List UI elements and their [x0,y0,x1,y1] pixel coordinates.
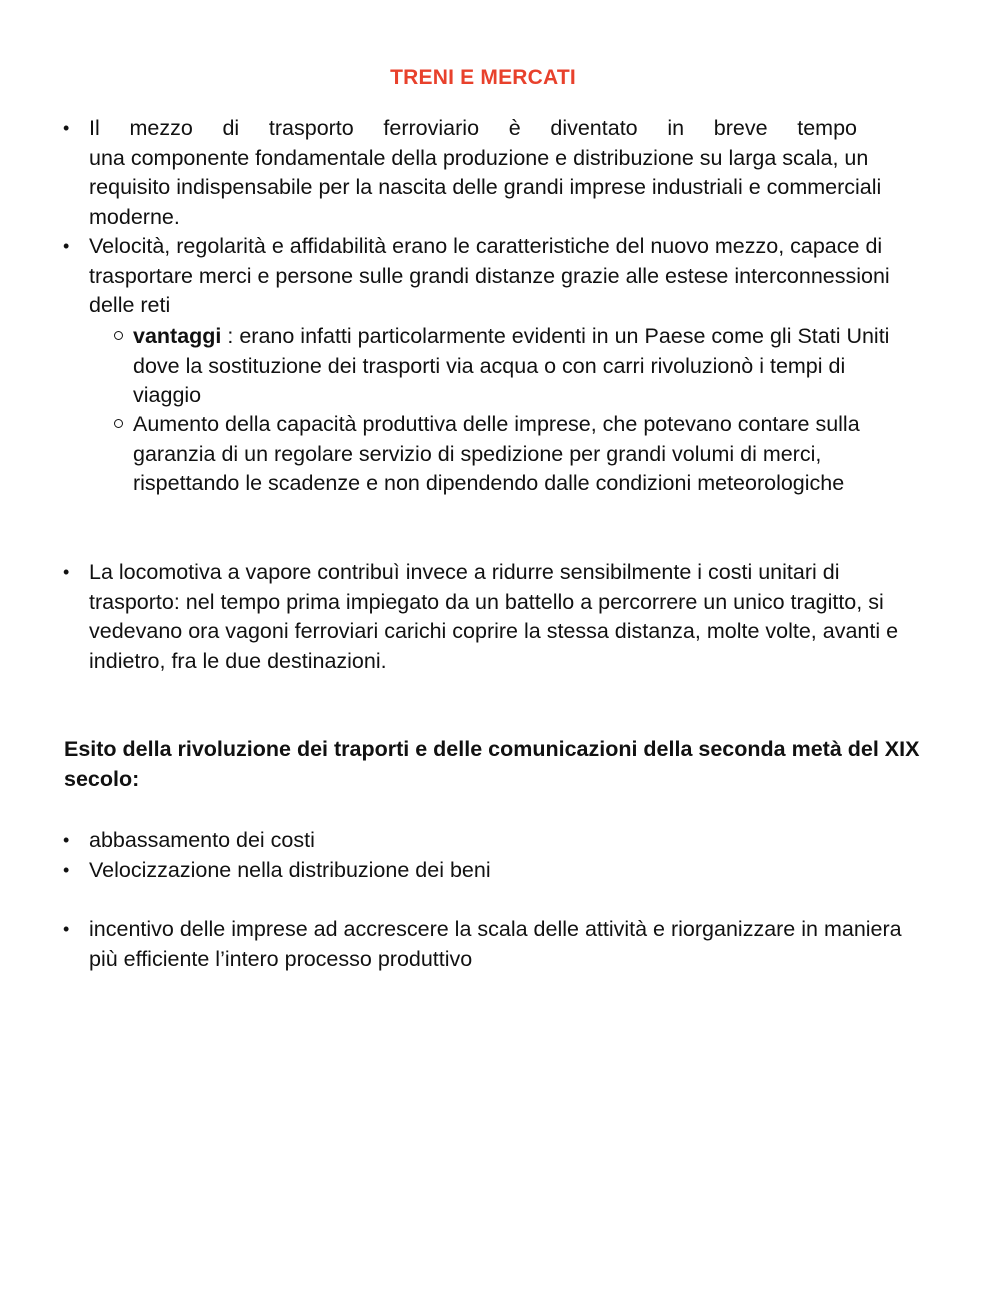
circle-bullet-icon [114,331,123,340]
bullet-1-text: una componente fondamentale della produzione e distribuzione su larga scala, un requisito indispensabile per la nascita delle grandi imprese industriali e commerciali moderne. [89,145,882,229]
circle-bullet-icon [114,419,123,428]
list-item [62,114,914,232]
sub-item-1-text: : erano infatti particolarmente evidenti in un Paese come gli Stati Uniti dove la sostituzione dei trasporti via acqua o con carri rivoluzionò i tempi di viaggio [133,324,890,408]
sub-item-2-text: Aumento della capacità produttiva delle imprese, che potevano contare sulla garanzia di un regolare servizio di spedizione per grandi volumi di merci, rispettando le scadenze e non dipendendo dalle condizioni meteorologiche [133,412,860,496]
list-item [62,856,914,886]
bullet-marker: • [63,830,70,850]
outcome-item-2: Velocizzazione nella distribuzione dei beni [89,858,491,882]
bullet-1-first-line: Il mezzo di trasporto ferroviario è diventato in breve tempo [89,116,857,140]
bullet-marker: • [63,562,70,582]
list-item [62,558,914,676]
page-title: TRENI E MERCATI [390,66,576,89]
sub-list-item [62,410,914,499]
outcome-item-1: abbassamento dei costi [89,828,315,852]
bullet-marker: • [63,118,70,138]
list-item [62,915,914,974]
sub-list-item [62,322,914,411]
sub-item-1-bold: vantaggi [133,324,222,348]
bullet-2-text: Velocità, regolarità e affidabilità erano le caratteristiche del nuovo mezzo, capace di trasportare merci e persone sulle grandi distanze grazie alle estese interconnessioni delle reti [89,234,890,318]
list-item [62,232,914,321]
bullet-marker: • [63,236,70,256]
section-heading: Esito della rivoluzione dei traporti e delle comunicazioni della seconda metà del XIX secolo: [64,737,920,791]
bullet-marker: • [63,860,70,880]
bullet-3-text: La locomotiva a vapore contribuì invece a ridurre sensibilmente i costi unitari di trasporto: nel tempo prima impiegato da un battello a percorrere un unico tragitto, si vedevano ora vagoni ferroviari carichi coprire la stessa distanza, molte volte, avanti e indietro, fra le due destinazioni. [89,560,899,673]
outcome-item-3: incentivo delle imprese ad accrescere la scala delle attività e riorganizzare in maniera più efficiente l’intero processo produttivo [89,917,902,971]
bullet-marker: • [63,919,70,939]
list-item [62,826,914,856]
